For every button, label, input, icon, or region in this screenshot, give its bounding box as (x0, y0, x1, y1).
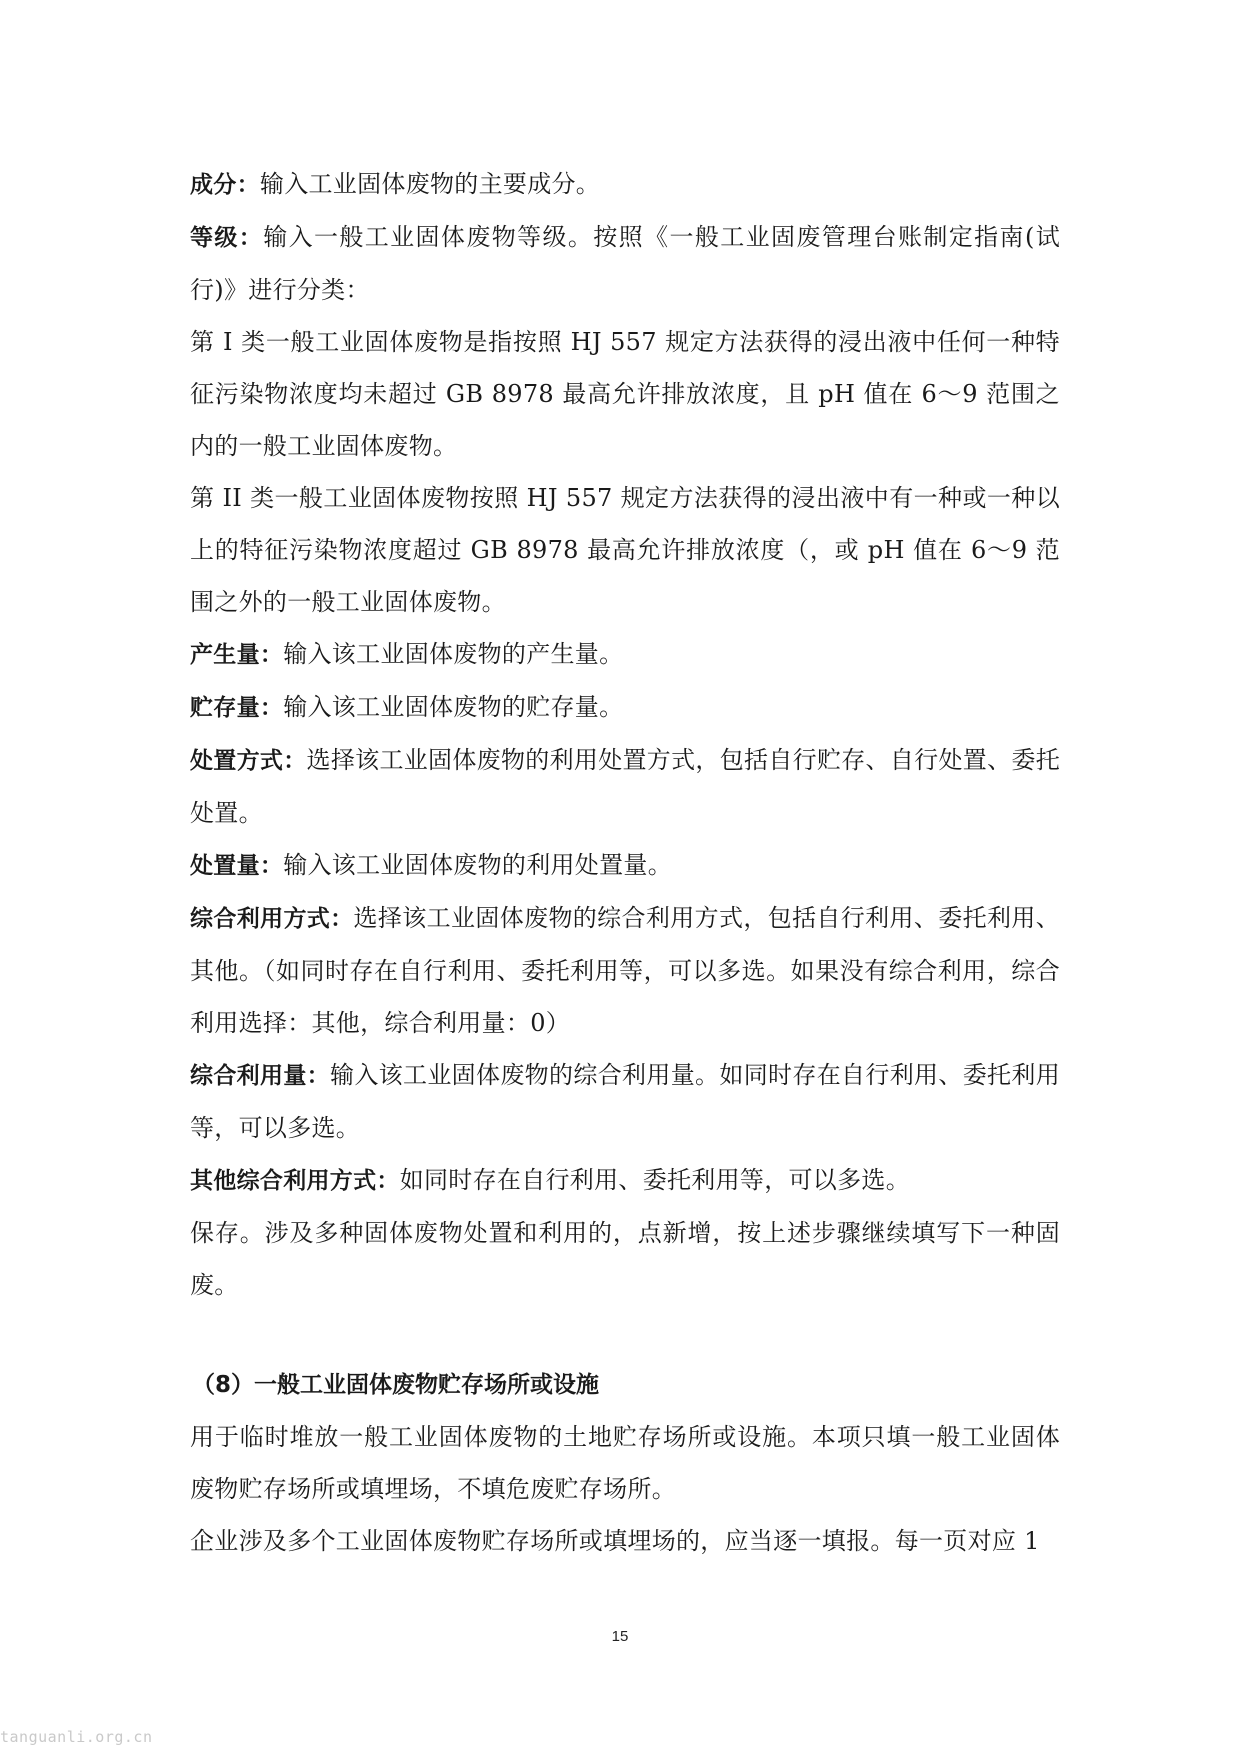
page-number: 15 (611, 1628, 629, 1645)
paragraph-other-utilization (190, 1154, 1060, 1207)
section-paragraph: 企业涉及多个工业固体废物贮存场所或填埋场的，应当逐一填报。每一页对应 1 (190, 1527, 1040, 1555)
paragraph-storage-amount (190, 681, 1060, 734)
paragraph-text: 第 I 类一般工业固体废物是指按照 HJ 557 规定方法获得的浸出液中任何一种特征污染物浓度均未超过 GB 8978 最高允许排放浓度，且 pH 值在 6～9 范围之内的一般工业固体废物。 (190, 328, 1060, 460)
paragraph-text: 输入该工业固体废物的综合利用量。如同时存在自行利用、委托利用等，可以多选。 (190, 1061, 1060, 1142)
paragraph-text: 输入一般工业固体废物等级。按照《一般工业固废管理台账制定指南(试行)》进行分类： (190, 223, 1060, 304)
page-content (190, 158, 1060, 1567)
paragraph-utilization-method (190, 892, 1060, 1049)
term-label: 处置方式： (190, 748, 307, 774)
section-heading: （8）一般工业固体废物贮存场所或设施 (192, 1372, 600, 1398)
paragraph-text: 选择该工业固体废物的综合利用方式，包括自行利用、委托利用、其他。（如同时存在自行利用、委托利用等，可以多选。如果没有综合利用，综合利用选择：其他，综合利用量：0） (190, 904, 1060, 1037)
paragraph-text: 输入该工业固体废物的利用处置量。 (283, 851, 673, 879)
paragraph-text: 如同时存在自行利用、委托利用等，可以多选。 (399, 1166, 911, 1194)
paragraph-composition (190, 158, 1060, 211)
term-label: 处置量： (190, 853, 284, 879)
paragraph-grade (190, 211, 1060, 316)
paragraph-text: 保存。涉及多种固体废物处置和利用的，点新增，按上述步骤继续填写下一种固废。 (190, 1219, 1060, 1299)
paragraph-generation-amount (190, 628, 1060, 681)
term-label: 综合利用方式： (190, 906, 354, 932)
term-label: 综合利用量： (190, 1063, 331, 1089)
paragraph-disposal-method (190, 734, 1060, 839)
paragraph-class-two (190, 472, 1060, 628)
paragraph-utilization-amount (190, 1049, 1060, 1154)
paragraph-disposal-amount (190, 839, 1060, 892)
term-label: 等级： (190, 225, 264, 251)
term-label: 其他综合利用方式： (190, 1168, 400, 1194)
term-label: 产生量： (190, 642, 284, 668)
paragraph-text: 输入工业固体废物的主要成分。 (259, 170, 601, 198)
paragraph-save (190, 1207, 1060, 1311)
section-paragraph: 用于临时堆放一般工业固体废物的土地贮存场所或设施。本项只填一般工业固体废物贮存场所或填埋场，不填危废贮存场所。 (190, 1423, 1060, 1503)
paragraph-text: 输入该工业固体废物的产生量。 (283, 640, 624, 668)
paragraph-text: 第 II 类一般工业固体废物按照 HJ 557 规定方法获得的浸出液中有一种或一种以上的特征污染物浓度超过 GB 8978 最高允许排放浓度（，或 pH 值在 6～9 范围之外的一般工业固体废物。 (190, 484, 1060, 616)
watermark: tanguanli.org.cn (0, 1728, 153, 1746)
paragraph-class-one (190, 316, 1060, 472)
paragraph-text: 选择该工业固体废物的利用处置方式，包括自行贮存、自行处置、委托处置。 (190, 746, 1060, 827)
paragraph-text: 输入该工业固体废物的贮存量。 (283, 693, 624, 721)
term-label: 贮存量： (190, 695, 284, 721)
term-label: 成分： (190, 172, 260, 198)
